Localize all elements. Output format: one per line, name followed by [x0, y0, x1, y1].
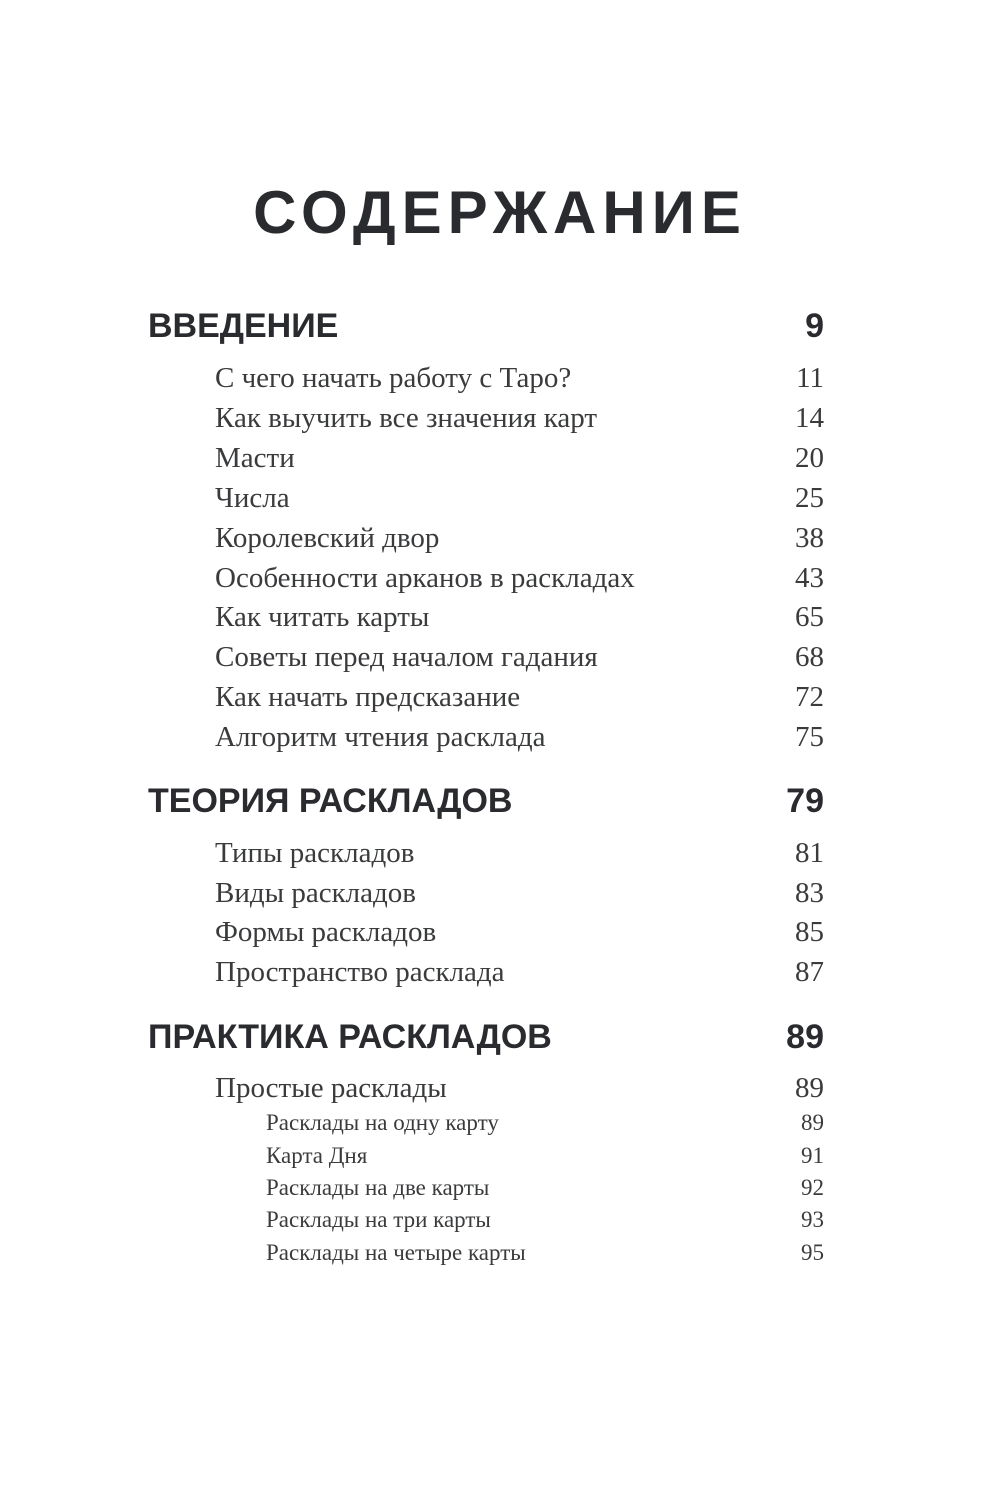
subentry-page-number: 92 — [801, 1175, 824, 1200]
entry-label: Как читать карты — [215, 601, 430, 633]
entry-page-number: 68 — [795, 641, 824, 673]
toc-entry[interactable] — [215, 360, 824, 396]
toc-section-introduction[interactable] — [148, 306, 824, 346]
entry-page-number: 89 — [795, 1072, 824, 1104]
toc-entry[interactable] — [215, 954, 824, 990]
entry-label: Алгоритм чтения расклада — [215, 721, 546, 753]
toc-entry[interactable] — [215, 520, 824, 556]
entry-page-number: 81 — [795, 837, 824, 869]
toc-entry[interactable] — [215, 719, 824, 755]
entry-label: Числа — [215, 482, 290, 514]
entry-label: Пространство расклада — [215, 956, 505, 988]
entry-page-number: 43 — [795, 562, 824, 594]
toc-entry[interactable] — [215, 480, 824, 516]
entry-page-number: 87 — [795, 956, 824, 988]
entry-page-number: 14 — [795, 402, 824, 434]
section-label: ВВЕДЕНИЕ — [148, 307, 339, 345]
entry-label: Масти — [215, 442, 295, 474]
section-label: ПРАКТИКА РАСКЛАДОВ — [148, 1018, 552, 1056]
entry-page-number: 85 — [795, 916, 824, 948]
entry-label: Советы перед началом гадания — [215, 641, 598, 673]
toc-entry[interactable] — [215, 914, 824, 950]
entry-label: Простые расклады — [215, 1072, 447, 1104]
entry-page-number: 20 — [795, 442, 824, 474]
entry-page-number: 83 — [795, 877, 824, 909]
toc-subentry[interactable] — [266, 1141, 824, 1171]
entry-label: Формы раскладов — [215, 916, 437, 948]
toc-subentry[interactable] — [266, 1205, 824, 1235]
toc-entry[interactable] — [215, 599, 824, 635]
toc-entry[interactable] — [215, 400, 824, 436]
toc-subentry[interactable] — [266, 1173, 824, 1203]
entry-page-number: 38 — [795, 522, 824, 554]
subentry-page-number: 89 — [801, 1110, 824, 1135]
entry-label: Королевский двор — [215, 522, 440, 554]
subentry-label: Расклады на две карты — [266, 1175, 490, 1200]
toc-subentry[interactable] — [266, 1108, 824, 1138]
toc-section-theory[interactable] — [148, 781, 824, 821]
toc-entry[interactable] — [215, 440, 824, 476]
section-label: ТЕОРИЯ РАСКЛАДОВ — [148, 782, 513, 820]
toc-entry[interactable] — [215, 1070, 824, 1106]
subentry-page-number: 93 — [801, 1207, 824, 1232]
entry-label: Виды раскладов — [215, 877, 416, 909]
subentry-page-number: 95 — [801, 1240, 824, 1265]
toc-entry[interactable] — [215, 835, 824, 871]
subentry-label: Расклады на четыре карты — [266, 1240, 526, 1265]
section-page-number: 79 — [786, 782, 824, 820]
subentry-page-number: 91 — [801, 1143, 824, 1168]
subentry-label: Расклады на три карты — [266, 1207, 491, 1232]
subentry-label: Расклады на одну карту — [266, 1110, 499, 1135]
entry-page-number: 72 — [795, 681, 824, 713]
toc-entry[interactable] — [215, 560, 824, 596]
entry-page-number: 65 — [795, 601, 824, 633]
entry-label: Особенности арканов в раскладах — [215, 562, 635, 594]
toc-entry[interactable] — [215, 639, 824, 675]
subentry-label: Карта Дня — [266, 1143, 368, 1168]
entry-label: Типы раскладов — [215, 837, 415, 869]
toc-section-practice[interactable] — [148, 1017, 824, 1057]
entry-page-number: 25 — [795, 482, 824, 514]
toc-entry[interactable] — [215, 875, 824, 911]
entry-label: С чего начать работу с Таро? — [215, 362, 572, 394]
page-title: СОДЕРЖАНИЕ — [253, 179, 747, 246]
entry-page-number: 11 — [796, 362, 824, 394]
section-page-number: 9 — [805, 307, 824, 345]
toc-entry[interactable] — [215, 679, 824, 715]
entry-label: Как выучить все значения карт — [215, 402, 598, 434]
entry-page-number: 75 — [795, 721, 824, 753]
toc-subentry[interactable] — [266, 1238, 824, 1268]
section-page-number: 89 — [786, 1018, 824, 1056]
entry-label: Как начать предсказание — [215, 681, 521, 713]
